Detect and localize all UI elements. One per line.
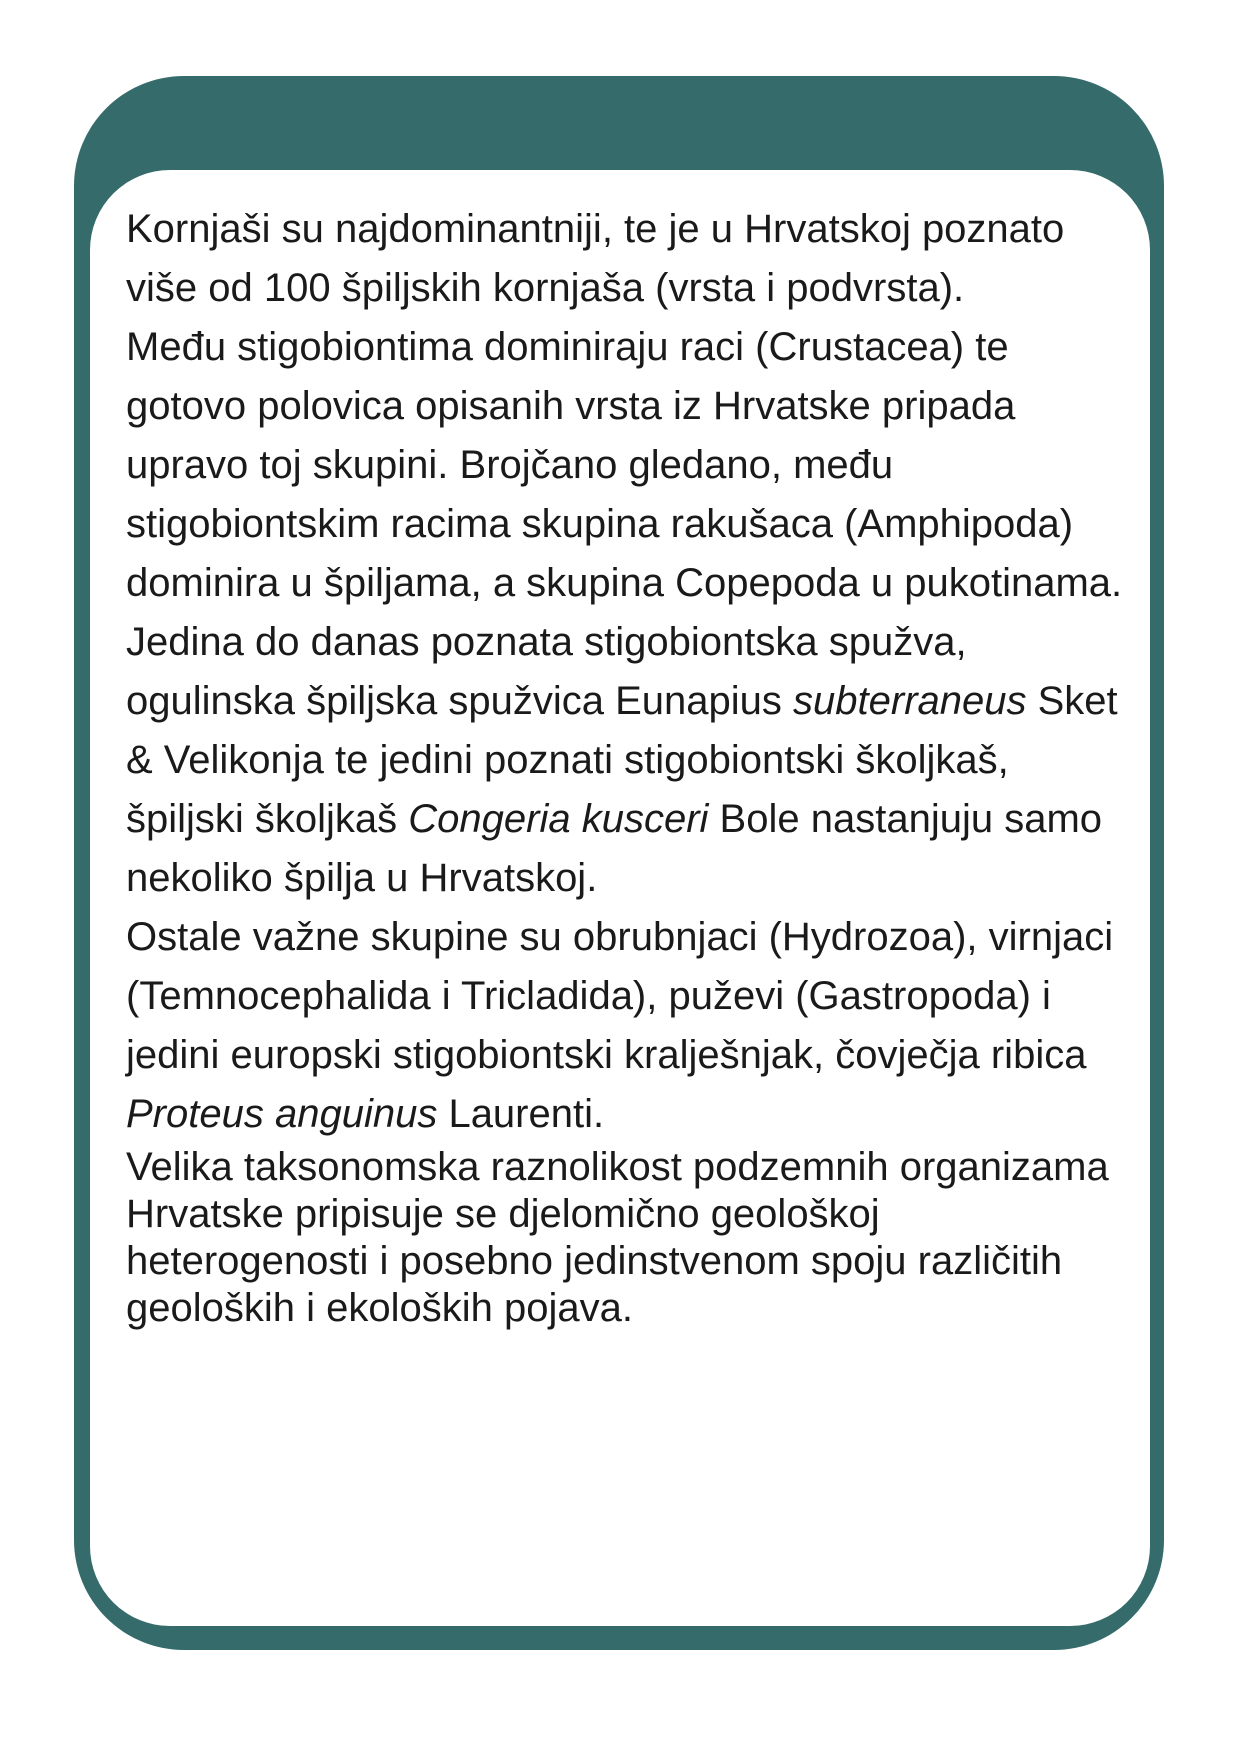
species-name-congeria: Congeria kusceri: [408, 797, 709, 841]
paragraph-diversity: Velika taksonomska raznolikost podzemnih organizama Hrvatske pripisuje se djelomično geološkoj heterogenosti i posebno jedinstvenom spoju različitih geoloških i ekoloških pojava.: [126, 1145, 1109, 1330]
species-name-proteus: Proteus anguinus: [126, 1092, 438, 1136]
paragraph-other-groups: [126, 908, 1126, 1144]
paragraph-sponge-text-1: Jedina do danas poznata stigobiontska spužva, ogulinska špiljska spužvica Eunapius: [126, 620, 967, 723]
paragraph-other-text-1: Ostale važne skupine su obrubnjaci (Hydrozoa), virnjaci (Temnocephalida i Tricladida), puževi (Gastropoda) i jedini europski stigobiontski kralješnjak, čovječja ribica: [126, 915, 1114, 1077]
card-text: [126, 200, 1126, 1332]
species-name-subterraneus: subterraneus: [793, 679, 1027, 723]
paragraph-other-text-2: Laurenti.: [437, 1092, 605, 1136]
paragraph-sponge-mussel: [126, 613, 1126, 908]
paragraph-sponge-text-2: Sket & Velikonja te jedini poznati stigobiontski školjkaš, špiljski školjkaš: [126, 679, 1118, 841]
paragraph-beetles: Kornjaši su najdominantniji, te je u Hrvatskoj poznato više od 100 špiljskih kornjaša (vrsta i podvrsta).: [126, 207, 1065, 310]
paragraph-crustaceans: Među stigobiontima dominiraju raci (Crustacea) te gotovo polovica opisanih vrsta iz Hrvatske pripada upravo toj skupini. Brojčano gledano, među stigobiontskim racima skupina rakušaca (Amphipoda) dominira u špiljama, a skupina Copepoda u pukotinama.: [126, 325, 1123, 605]
paragraph-sponge-text-3: Bole nastanjuju samo nekoliko špilja u Hrvatskoj.: [126, 797, 1103, 900]
